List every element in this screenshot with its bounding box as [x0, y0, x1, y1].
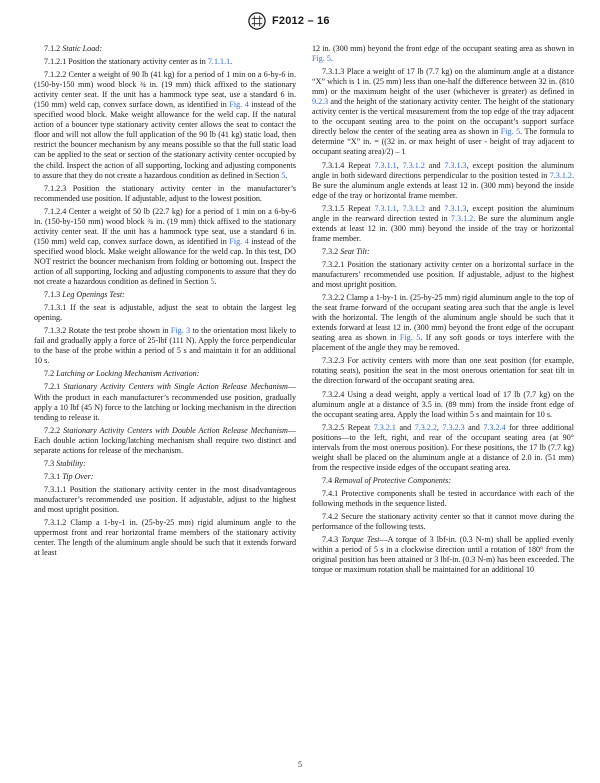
- paragraph: [34, 472, 296, 482]
- section-heading-text: Stationary Activity Centers with Double Action Release Mechanism: [63, 425, 288, 435]
- body-text: 7.1.2: [44, 44, 63, 53]
- cross-reference-link[interactable]: 7.3.1.3: [444, 203, 467, 213]
- body-text: .: [230, 57, 233, 67]
- body-text: —A torque of 3 lbf-in. (0.3 N-m) shall be applied evenly within a period of 5 s in a clockwise direction until a rotation of 180° from the original position has been attained or 3 lbf-in. (0.3 N-m) has been exceeded. The torque or maximum rotation shall be maintained for an additional 10: [312, 535, 574, 575]
- body-text: 7.3.1: [44, 471, 63, 481]
- right-text-column: [312, 44, 574, 575]
- section-heading-text: Stability:: [56, 458, 86, 468]
- paragraph: [312, 512, 574, 532]
- body-text: 7.4.3: [322, 535, 342, 545]
- paragraph: [34, 382, 296, 422]
- paragraph: [312, 535, 574, 575]
- body-text: 7.3.1.2 Clamp a 1-by-1 in. (25-by-25 mm) rigid aluminum angle to the uppermost front and rear horizontal frame members of the stationary activity center. The length of the aluminum angle should be such that it extends forward at least: [34, 518, 296, 558]
- body-text: 7.3.1.1 Position the stationary activity center in the most disadvantageous manufacturer’s recommended use position. If adjustable, adjust to the highest and most upright position.: [34, 484, 296, 514]
- paragraph: [312, 161, 574, 201]
- paragraph: [312, 44, 574, 64]
- body-text: 7.3.2.4 Using a dead weight, apply a vertical load of 17 lb (7.7 kg) on the aluminum angle at a distance of 3.5 in. (89 mm) from the inside front edge of the occupant seating area. Apply the load within 5 s and maintain for 10 s.: [312, 389, 574, 419]
- body-text: 7.1.3.2 Rotate the test probe shown in: [44, 326, 171, 336]
- body-text: instead of the specified wood block. Make weight allowance for the weld cap. If the natural action of a bouncer type stationary activity center allows the seat to contact the floor and will not allow the full application of the 90 lb (41 kg) static load, then restrict the bouncer mechanism by any means possible so that the full static load can be applied to the seat or section of the stationary activity center occupied by the child. Inspect the action of all supporting, locking and adjusting components to assure that they do not create a hazardous condition as defined in Section: [34, 100, 296, 180]
- body-text: and: [395, 422, 415, 432]
- body-text: , except position the aluminum angle in the rearward direction tested in: [312, 203, 575, 223]
- section-heading-text: Tip Over:: [62, 471, 94, 481]
- cross-reference-link[interactable]: 7.3.1.2: [402, 203, 425, 213]
- cross-reference-link[interactable]: Fig. 5: [500, 127, 521, 137]
- body-text: . Be sure the aluminum angle extends at least 12 in. (300 mm) beyond the inside edge of the tray or horizontal frame member.: [312, 170, 574, 200]
- cross-reference-link[interactable]: 7.3.1.2: [549, 170, 572, 180]
- body-text: ,: [396, 160, 403, 170]
- cross-reference-link[interactable]: 7.3.1.1: [374, 160, 397, 170]
- body-text: 7.4.1 Protective components shall be tested in accordance with each of the following methods in the sequence listed.: [312, 488, 574, 508]
- body-text: 7.3.2.2 Clamp a 1-by-1 in. (25-by-25 mm) rigid aluminum angle to the top of the seat frame forward of the occupant seating area such that the angle is level with the horizontal. The length of the aluminum angle should be such that it extends forward at least 12 in. (300 mm) beyond the front edge of the occupant seating area as shown in: [312, 293, 574, 343]
- cross-reference-link[interactable]: 7.3.1.2: [402, 160, 425, 170]
- cross-reference-link[interactable]: 5: [210, 277, 215, 287]
- body-text: 7.3.1.4 Repeat: [322, 160, 375, 170]
- body-text: 7.3.2.3 For activity centers with more than one seat position (for example, rotating seats), position the seat in the most onerous orientation for seat tilt in the direction forward of the occupant seating area.: [312, 356, 574, 386]
- body-text: , except position the aluminum angle in both sideward directions perpendicular to the position tested in: [312, 160, 575, 180]
- astm-logo-icon: [248, 12, 266, 30]
- document-id: F2012 – 16: [272, 15, 330, 27]
- body-text: . The formula to determine “X” in. = ((32 in. or max height of user - height of tray adjacent to occupant seating area)/2) – 1: [312, 127, 574, 157]
- paragraph: [34, 369, 296, 379]
- section-heading-text: Torque Test: [341, 535, 380, 545]
- paragraph: [312, 476, 574, 486]
- body-text: 7.2.2: [44, 425, 64, 435]
- cross-reference-link[interactable]: 7.3.2.2: [414, 422, 437, 432]
- body-text: ,: [436, 422, 443, 432]
- paragraph: [34, 459, 296, 469]
- body-text: 7.2.1: [44, 382, 64, 392]
- section-heading-text: Stationary Activity Centers with Single Action Release Mechanism: [63, 382, 288, 392]
- cross-reference-link[interactable]: Fig. 4: [229, 236, 249, 246]
- cross-reference-link[interactable]: 5: [281, 170, 286, 180]
- body-text: .: [330, 54, 333, 64]
- body-text: 7.3.2.5 Repeat: [322, 422, 374, 432]
- cross-reference-link[interactable]: 7.3.1.1: [374, 203, 397, 213]
- body-text: 7.1.2.4 Center a weight of 50 lb (22.7 kg) for a period of 1 min on a 6-by-6 in. (150-by-150 mm) wood block ¾ in. (19 mm) thick affixed to the stationary activity center seat. If the unit has a hammock type seat, use a standard 6 in. (150 mm) weld cap, convex surface down, as identified in: [34, 206, 296, 246]
- paragraph: [34, 290, 296, 300]
- paragraph: [34, 44, 296, 54]
- body-text: . If any soft goods or toys interfere with the placement of the angle they may be removed.: [312, 333, 574, 353]
- body-text: 7.4: [322, 475, 335, 485]
- paragraph: [34, 303, 296, 323]
- paragraph: [312, 390, 574, 420]
- paragraph: [312, 489, 574, 509]
- body-text: 7.3: [44, 458, 57, 468]
- body-text: 7.4.2 Secure the stationary activity center so that it cannot move during the performance of the following tests.: [312, 512, 574, 532]
- section-heading-text: Seat Tilt:: [340, 246, 370, 256]
- paragraph: [312, 423, 574, 473]
- cross-reference-link[interactable]: 7.3.1.2: [450, 213, 474, 223]
- body-text: and the height of the stationary activity center. The height of the stationary activity center is the vertical measurement from the top edge of the tray adjacent to the occupant seating area to the point on the occupant’s support surface directly below the center of the seating area as shown in: [312, 97, 574, 137]
- body-text: . Be sure the aluminum angle extends at least 12 in. (300 mm) beyond the inside of the tray or horizontal frame member.: [312, 213, 574, 243]
- body-text: 7.1.2.2 Center a weight of 90 lb (41 kg) for a period of 1 min on a 6-by-6 in. (150-by-150 mm) wood block ¾ in. (19 mm) thick affixed to the stationary activity center seat. If the unit has a hammock type seat, use a standard 6 in. (150 mm) weld cap, convex surface down, as identified in: [34, 70, 296, 110]
- cross-reference-link[interactable]: 9.2.3: [312, 97, 329, 107]
- body-text: 7.3.2: [322, 246, 341, 256]
- body-text: 7.3.2.1 Position the stationary activity center on a horizontal surface in the manufacturers’ recommended use position. If adjustable, adjust to the highest and most upright position.: [312, 259, 574, 290]
- body-text: and: [424, 203, 445, 213]
- section-heading-text: Removal of Protective Components:: [334, 475, 451, 485]
- section-heading-text: Latching or Locking Mechanism Activation:: [56, 369, 200, 379]
- body-text: and: [464, 422, 484, 432]
- paragraph: [34, 326, 296, 366]
- body-text: 7.2: [44, 369, 57, 379]
- paragraph: [34, 518, 296, 558]
- body-text: for three additional positions—to the left, right, and rear of the occupant seating area (at 90° intervals from the most onerous position). For these positions, the 17 lb (7.7 kg) weight shall be placed on the aluminum angle at a distance of 2.0 in. (51 mm) from the respective inside edges of the occupant seating area.: [312, 422, 575, 472]
- body-text: 7.3.1.3 Place a weight of 17 lb (7.7 kg) on the aluminum angle at a distance “X” which is 1 in. (25 mm) less than one-half the difference between 32 in. (810 mm) or the maximum height of the user (whichever is greater) as defined in: [312, 67, 574, 97]
- cross-reference-link[interactable]: 7.3.2.1: [373, 422, 396, 432]
- page-header: [0, 12, 600, 32]
- body-text: 12 in. (300 mm) beyond the front edge of the occupant seating area as shown in: [312, 44, 574, 53]
- paragraph: [312, 247, 574, 257]
- body-text: .: [214, 277, 217, 287]
- paragraph: [312, 293, 574, 353]
- paragraph: [312, 67, 574, 157]
- cross-reference-link[interactable]: 7.1.1.1: [207, 57, 231, 67]
- body-text: —With the product in each manufacturer’s recommended use position, gradually apply a 10 lbf (45 N) force to the latching or locking mechanism in the direction tending to release it.: [34, 382, 296, 422]
- paragraph: [312, 204, 574, 244]
- body-text: —Each double action locking/latching mechanism shall require two distinct and separate actions for release of the mechanism.: [34, 425, 296, 455]
- paragraph: [34, 57, 296, 67]
- body-text: 7.3.1.5 Repeat: [322, 203, 375, 213]
- cross-reference-link[interactable]: Fig. 4: [229, 100, 249, 110]
- paragraph: [34, 184, 296, 204]
- body-text: to the orientation most likely to fail and gradually apply a force of 25-lbf (111 N). Apply the force perpendicular to the base of the probe within a period of 5 s and maintain it for an additional 10 s.: [34, 326, 296, 366]
- body-text: 7.1.3.1 If the seat is adjustable, adjust the seat to obtain the largest leg opening.: [34, 303, 296, 323]
- section-heading-text: Leg Openings Test:: [62, 290, 125, 300]
- body-text: 7.1.2.1 Position the stationary activity center as in: [44, 57, 208, 67]
- cross-reference-link[interactable]: 7.3.2.4: [483, 422, 506, 432]
- body-text: and: [424, 160, 445, 170]
- cross-reference-link[interactable]: Fig. 5: [312, 54, 331, 64]
- body-text: 7.1.3: [44, 290, 63, 300]
- paragraph: [34, 70, 296, 181]
- section-heading-text: Static Load:: [62, 44, 103, 53]
- left-text-column: [34, 44, 296, 558]
- body-text: 7.1.2.3 Position the stationary activity center in the manufacturer’s recommended use position. If adjustable, adjust to the lowest position.: [34, 183, 296, 203]
- page-number: 5: [298, 760, 302, 769]
- cross-reference-link[interactable]: 7.3.2.3: [442, 422, 465, 432]
- body-text: ,: [396, 203, 403, 213]
- paragraph: [34, 485, 296, 515]
- cross-reference-link[interactable]: Fig. 5: [399, 333, 421, 343]
- cross-reference-link[interactable]: 7.3.1.3: [444, 160, 467, 170]
- body-text: .: [285, 170, 288, 180]
- paragraph: [34, 426, 296, 456]
- paragraph: [312, 356, 574, 386]
- cross-reference-link[interactable]: Fig. 3: [170, 326, 191, 336]
- paragraph: [34, 207, 296, 287]
- body-text: instead of the specified wood block. Make weight allowance for the weld cap. In this test, DO NOT restrict the bouncer mechanism from folding or bottoming out. Inspect the action of all supporting, locking and adjusting components to assure that they do not create a hazardous condition as defined in Section: [34, 236, 296, 287]
- paragraph: [312, 260, 574, 290]
